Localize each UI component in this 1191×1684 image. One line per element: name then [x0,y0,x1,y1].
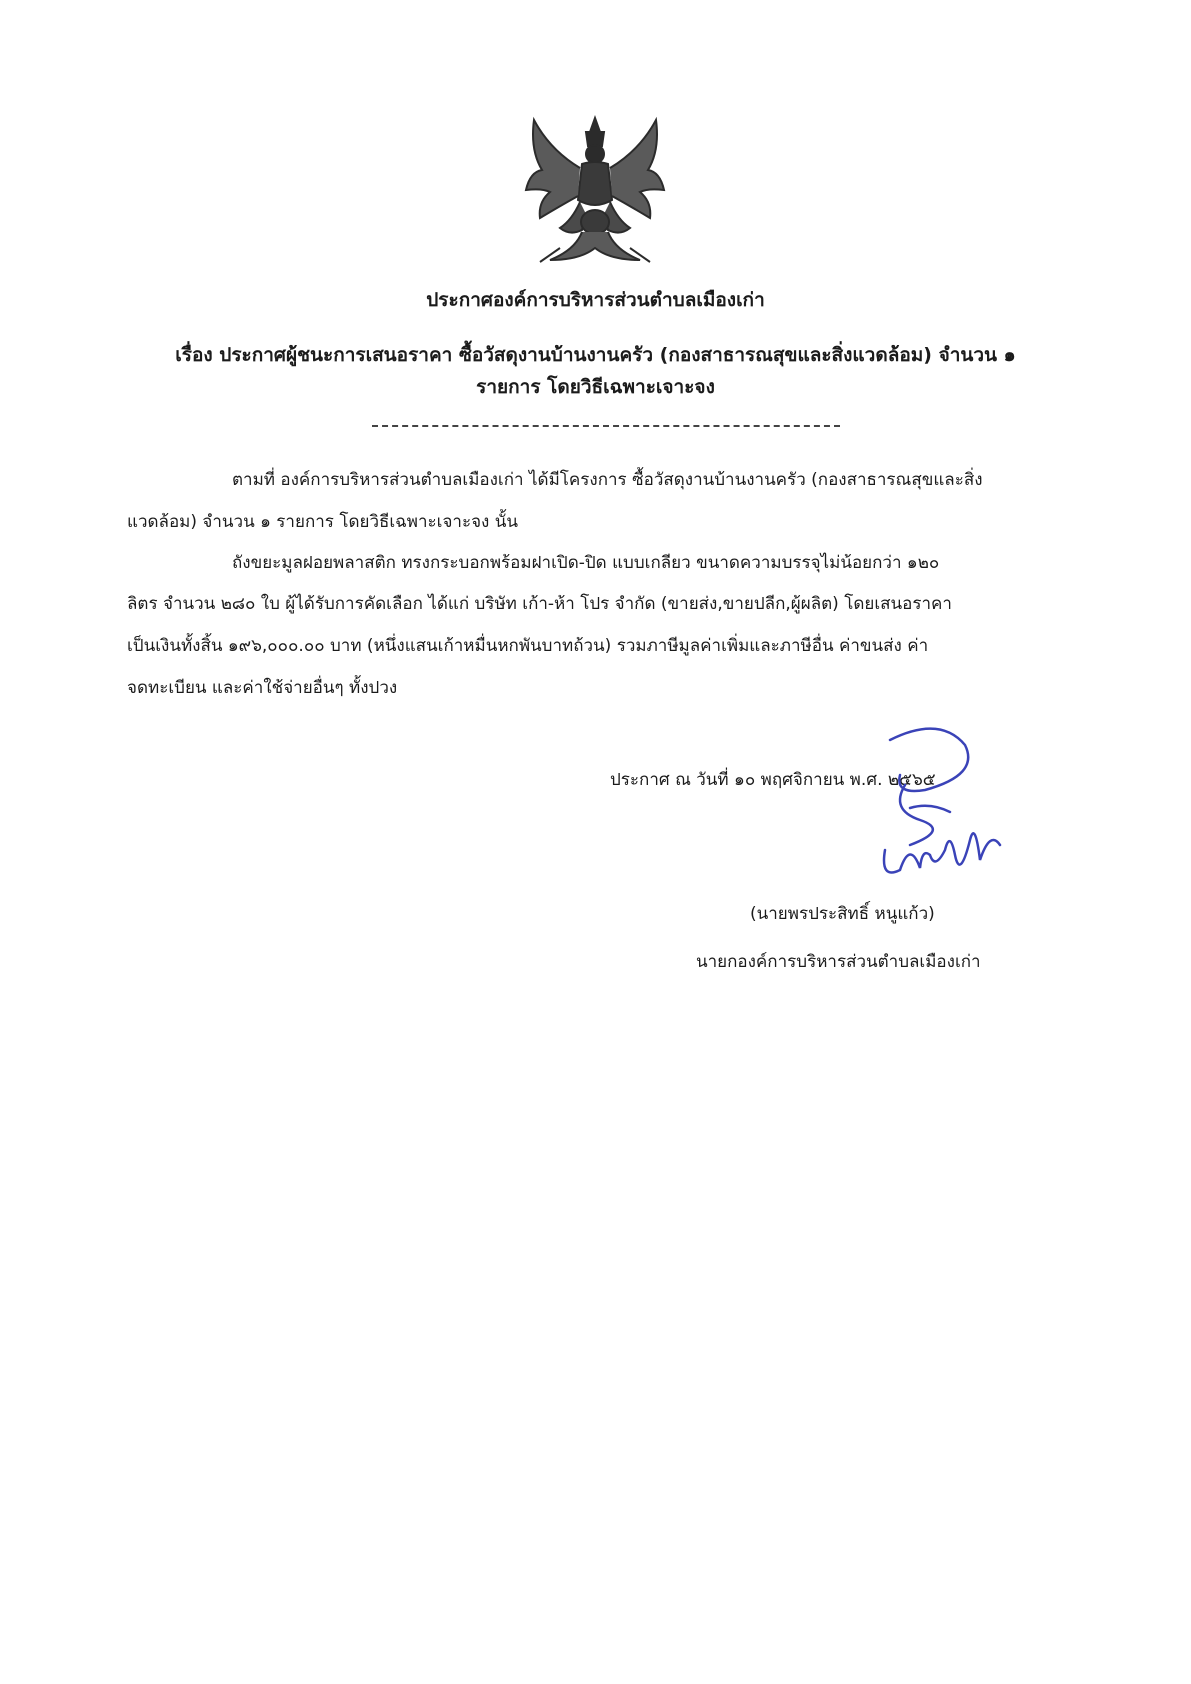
signer-name: (นายพรประสิทธิ์ หนูแก้ว) [750,904,935,924]
office-title: ประกาศองค์การบริหารส่วนตำบลเมืองเก่า [426,289,765,311]
signer-title: นายกองค์การบริหารส่วนตำบลเมืองเก่า [696,952,981,972]
subject-line-1: เรื่อง ประกาศผู้ชนะการเสนอราคา ซื้อวัสดุงานบ้านงานครัว (กองสาธารณสุขและสิ่งแวดล้อม) จำนวน ๑ [175,344,1016,366]
announce-date: ประกาศ ณ วันที่ ๑๐ พฤศจิกายน พ.ศ. ๒๕๖๕ [610,770,936,790]
subject-line-2: รายการ โดยวิธีเฉพาะเจาะจง [476,376,715,398]
divider [372,425,840,427]
handwritten-signature-icon [850,720,1020,920]
paragraph-2-line-4: จดทะเบียน และค่าใช้จ่ายอื่นๆ ทั้งปวง [127,678,398,698]
paragraph-2-line-3: เป็นเงินทั้งสิ้น ๑๙๖,๐๐๐.๐๐ บาท (หนึ่งแสนเก้าหมื่นหกพันบาทถ้วน) รวมภาษีมูลค่าเพิ่มและภาษีอื่น ค่าขนส่ง ค่า [127,636,929,656]
paragraph-2-line-1: ถังขยะมูลฝอยพลาสติก ทรงกระบอกพร้อมฝาเปิด-ปิด แบบเกลียว ขนาดความบรรจุไม่น้อยกว่า ๑๒๐ [232,553,940,573]
paragraph-1-line-1: ตามที่ องค์การบริหารส่วนตำบลเมืองเก่า ได้มีโครงการ ซื้อวัสดุงานบ้านงานครัว (กองสาธารณสุขและสิ่ง [232,470,983,490]
paragraph-1-line-2: แวดล้อม) จำนวน ๑ รายการ โดยวิธีเฉพาะเจาะจง นั้น [127,512,518,532]
paragraph-2-line-2: ลิตร จำนวน ๒๘๐ ใบ ผู้ได้รับการคัดเลือก ได้แก่ บริษัท เก้า-ห้า โปร จำกัด (ขายส่ง,ขายปลีก,ผู้ผลิต) โดยเสนอราคา [127,594,952,614]
garuda-emblem-icon [520,110,670,270]
